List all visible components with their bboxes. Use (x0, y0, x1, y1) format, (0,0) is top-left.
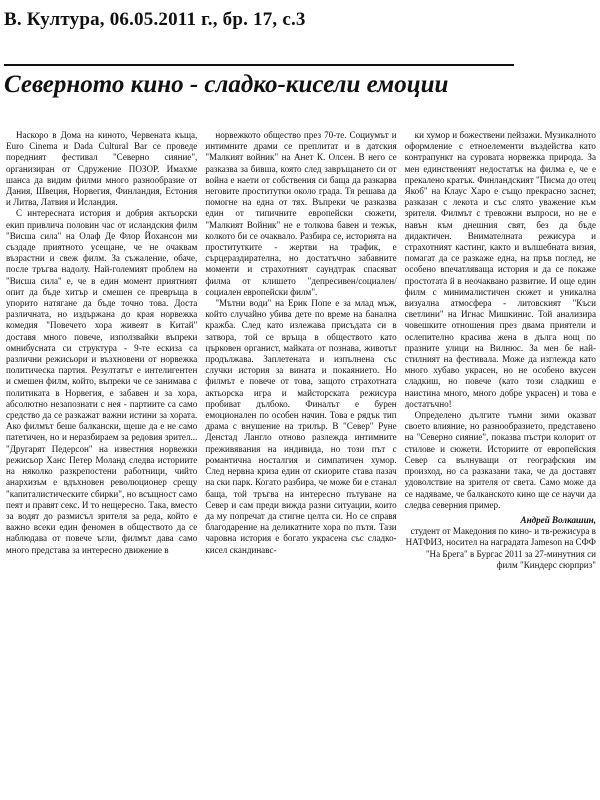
author-description: студент от Македония по кино- и тв-режисура в НАТФИЗ, носител на наградата Jameson на СФФ "На Брега" в Бургас 2011 за 27-минутния си филм "Киндерс сюрприз" (405, 526, 596, 570)
article-headline: Северното кино - сладко-кисели емоции (4, 71, 449, 98)
paragraph: ки хумор и божествени пейзажи. Музикалното оформление с етноелементи въздействa като контрапункт на суровата норвежка природа. За мен единственият недостатък на филма е, че е прекалено кратък. Финландският "Писма до отец Якоб" на Клаус Харо е също прекрасно заснет, разказан с лекота и със слято уважение към зрителя. Филмът с тревожни въпроси, но не е навън към днешния свят, без да бъде дидактичен. Внимателната режисура и страхотният кастинг, както и вълшебната визия, помагат да се разкаже една, на пръв поглед, не особено впечатляваща история и да се покаже простотата й в неочаквано развитие. И още един филм с минималистичен сюжет и уникална визуална атмосфера - литовският "Къси светлини" на Игнас Мишкинис. Той анализира човешките отношения през двама приятели и ослепително красива жена в дълга нощ по празните улици на Вилнюс. За мен бе най-стилният на фестивала. Може да изглежда като много хубаво украсен, но не особено вкусен сладкиш, но повече (като този сладкиш е наистина много, много добре украсен) и това е достатъчно! (404, 130, 596, 409)
author-signature (405, 515, 596, 571)
masthead: В. Култура, 06.05.2011 г., бр. 17, с.3 (4, 9, 306, 30)
headline-box (4, 64, 514, 97)
article-body (6, 130, 596, 796)
column-1 (6, 130, 197, 796)
paragraph: "Мътни води" на Ерик Попе е за млад мъж, който случайно убива дете по време на банална кражба. След като излежава присъдата си в затвора, той се връща в обществото като църковен органист, майката от познава, животът продължава. Заплетената и изпълнена със случки история за вината и покаянието. Но филмът е повече от това, защото страхотната актьорска игра и майсторската режисура пробиват дълбоко. Финалът е бурен емоционален по особен начин. Това е рядък тип драма с внушение на трилър. В "Север" Руне Денстад Лангло отново разлежда интимните преживявания на индивида, но този път с романтична носталгия и симпатичен хумор. След нервна криза един от скиорите става пазач на ски парк. Когато разбира, че може би е станал баща, той тръгва на интересно пътуване на Север и сам преди вижда разни ситуации, които да му попречат да стигне целта си. Но се справя благодарение на деликатните хора по пътя. Тази чаровна история е богато украсена със сладко-кисел скандинавс- (205, 298, 397, 555)
paragraph: С интересната история и добрия актьорски екип привлича половин час от исландския филм "Висша сила" на Олаф Де Флор Йохансон ми създаде приятното усещане, че не очаквам възрастни и свеж филм. За съжаление, обаче, после тръгва надолу. Най-големият проблем на "Висша сила" е, че в един момент приятният опит да бъде хитър и смешен се превръща в упорито натягане да бъде точно това. Доста различната, но издържана до края норвежка комедия "Повечето хора живеят в Китай" доставя много повече, използвайки въпреки омнибусната си структура - 9-те ескиза са различни режисьори и възхновени от норвежка политическа партия. Резултатът е интелигентен и смешен филм, който, въпреки че се занимава с политиката в Норвегия, е забавен и за хора, абсолютно незапознати с нея - партиите са само средство да се разкажат важни истини за хората. Ако филмът беше балкански, щеше да е не само патетичен, но и неразбираем за редовия зрител... "Другарят Педерсон" на известния норвежки режисьор Ханс Петер Моланд следва историите на няколко разкрепостени работници, чийто анархизъм е вдъхновен революционер срещу "капиталистическите сбирки", но всъщност само пеят и правят секс. И то нещересно. Така, вместо за водят до размисъл зрителя за реда, който е важно всеки един феномен в обществото да се наблюдава от повече ъгли, филмът дава само много представа за интересно движение в (6, 208, 198, 555)
author-name: Андрей Волкашин, (520, 514, 596, 525)
column-2 (205, 130, 396, 796)
paragraph: Наскоро в Дома на киното, Червената къща, Euro Cinema и Dada Cultural Bar се проведе поредният фестивал "Северно сияние", организиран от Сдружение ПОЗОР. Имахме шанса да видим филми много разнообразие от Дания, Швеция, Норвегия, Финландия, Естония и Литва, Латвия и Исландия. (6, 130, 198, 208)
paragraph: Определено дългите тъмни зими оказват своето влияние, но разнообразието, представено на "Северно сияние", показва пъстри колорит от стилове и сюжети. Историите от европейския Север са вълнуващи от географския им произход, но са разказани така, че да доставят удоволствие на зрителя от света. Само може да се надяваме, че балканското кино ще се научи да следва северния пример. (404, 410, 596, 510)
paragraph: норвежкото общество през 70-те. Социумът и интимните драми се преплитат и в датския "Малкият войник" на Анет К. Олсен. В него се разказва за бивша, която след завръщането си от война е наети от собствения си баща да разкарва неговите проститутки около града. Тя решава да помогне на една от тях. Въпреки че разказва един от типичните европейски сюжети, "Малкият Войник" не е толкова бавен и тежък, колкото би се очаквало. Разбира се, историята на проститутките - жертви на трафик, е сърцераздирателна, но достатъчно забавните моменти и страхотният саундтрак спасяват филма от клишето "депресивен/социален/социален европейски филм". (205, 130, 397, 297)
column-3 (405, 130, 596, 796)
